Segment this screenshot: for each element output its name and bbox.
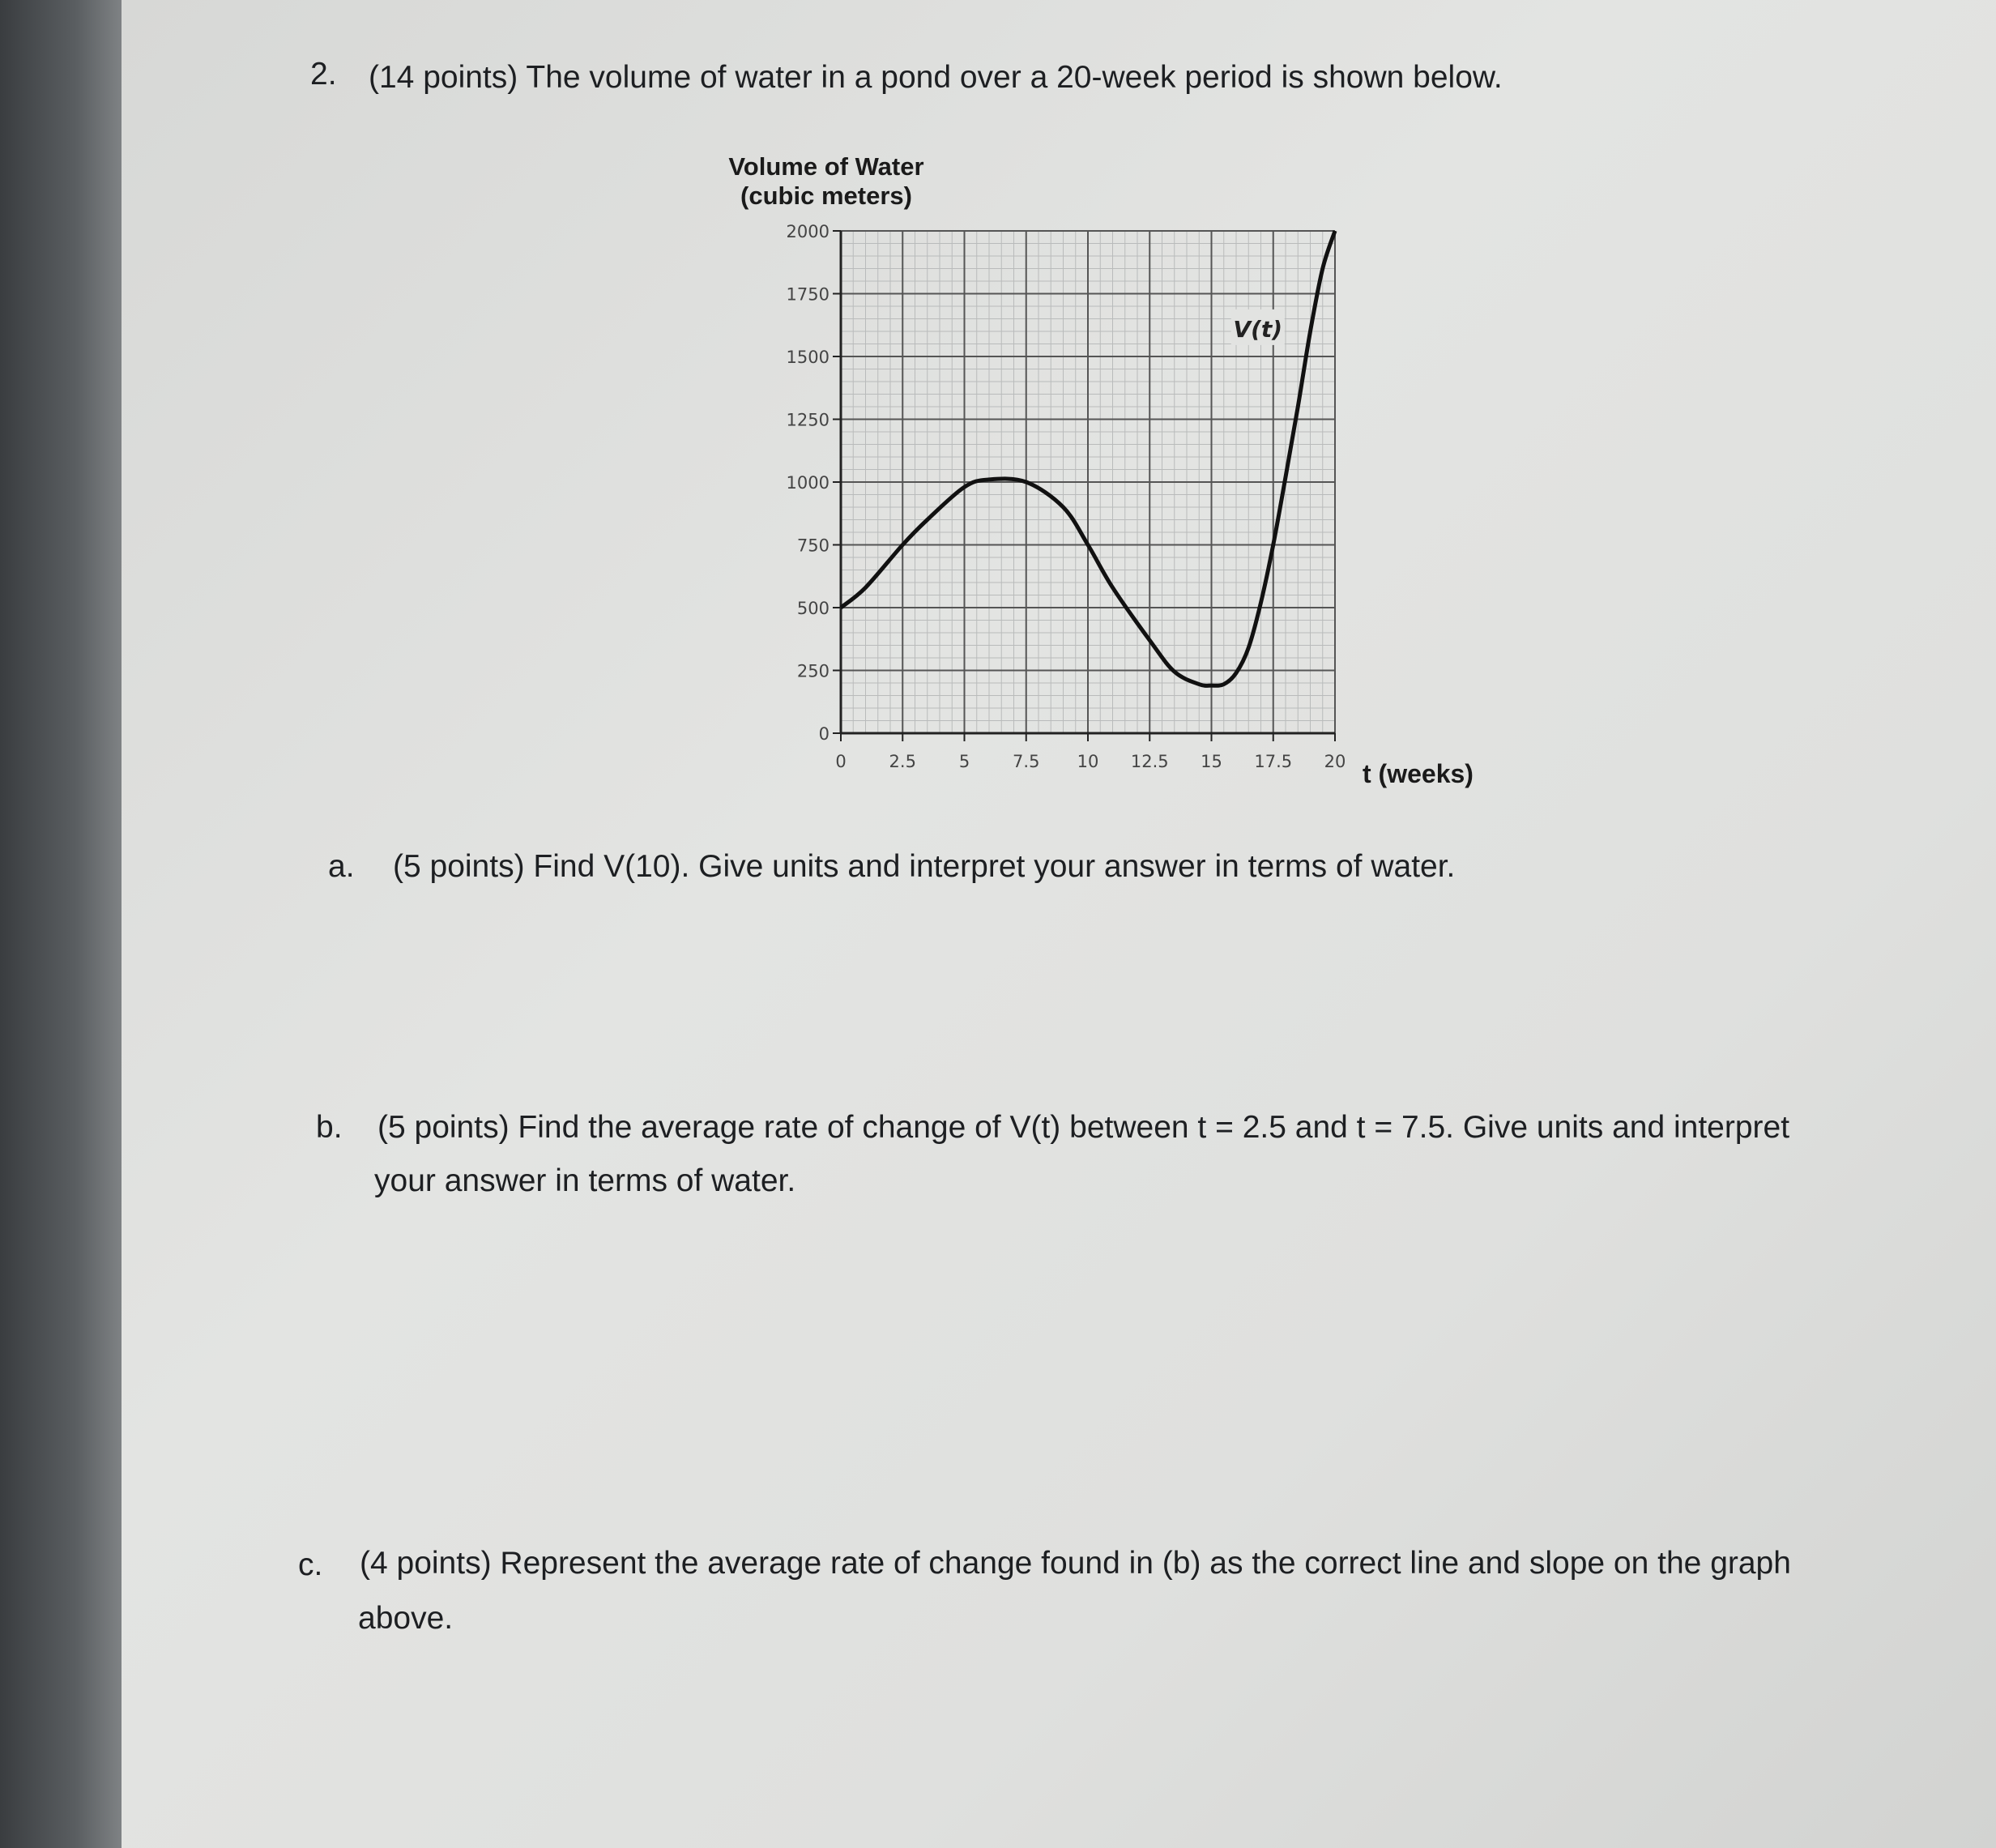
x-axis-label: t (weeks) bbox=[1363, 759, 1474, 788]
curve-label: V(t) bbox=[1233, 315, 1283, 343]
y-tick-label: 750 bbox=[796, 536, 830, 556]
x-tick-label: 20 bbox=[1324, 752, 1346, 771]
part-c-line1: (4 points) Represent the average rate of change found in (b) as the correct line and slope on the graph bbox=[360, 1546, 1791, 1581]
y-tick-label: 1500 bbox=[786, 348, 830, 367]
y-tick-label: 500 bbox=[796, 599, 830, 618]
part-b-letter: b. bbox=[316, 1110, 343, 1145]
part-c-letter: c. bbox=[298, 1547, 323, 1582]
x-tick-label: 0 bbox=[835, 752, 847, 771]
part-c-line2: above. bbox=[358, 1601, 454, 1636]
y-tick-label: 1750 bbox=[786, 284, 830, 305]
x-tick-label: 7.5 bbox=[1013, 752, 1040, 771]
part-a-text: (5 points) Find V(10). Give units and interpret your answer in terms of water. bbox=[393, 849, 1456, 884]
y-tick-label: 2000 bbox=[786, 222, 830, 241]
y-tick-label: 1000 bbox=[786, 473, 830, 493]
part-a-letter: a. bbox=[328, 849, 355, 884]
y-tick-label: 0 bbox=[818, 724, 830, 744]
y-axis-label-line2: (cubic meters) bbox=[740, 181, 912, 210]
x-tick-label: 15 bbox=[1201, 752, 1222, 771]
y-axis-label-line1: Volume of Water bbox=[728, 152, 924, 181]
part-b-line1: (5 points) Find the average rate of change of V(t) between t = 2.5 and t = 7.5. Give units and interpret bbox=[377, 1110, 1790, 1145]
x-tick-label: 17.5 bbox=[1254, 752, 1293, 771]
x-tick-label: 10 bbox=[1077, 752, 1099, 771]
y-tick-label: 250 bbox=[796, 661, 830, 681]
question-text: (14 points) The volume of water in a pond over a 20-week period is shown below. bbox=[369, 60, 1503, 95]
chart-ticks bbox=[787, 222, 1346, 771]
y-tick-label: 1250 bbox=[786, 410, 830, 430]
x-tick-label: 12.5 bbox=[1130, 752, 1169, 771]
chart-grid bbox=[841, 231, 1335, 733]
part-b-line2: your answer in terms of water. bbox=[374, 1163, 796, 1198]
volume-chart bbox=[745, 211, 1426, 794]
monitor-bezel bbox=[0, 0, 138, 1848]
x-tick-label: 5 bbox=[958, 752, 970, 771]
x-tick-label: 2.5 bbox=[889, 752, 916, 771]
y-axis-label bbox=[689, 152, 964, 210]
question-number: 2. bbox=[310, 57, 337, 92]
